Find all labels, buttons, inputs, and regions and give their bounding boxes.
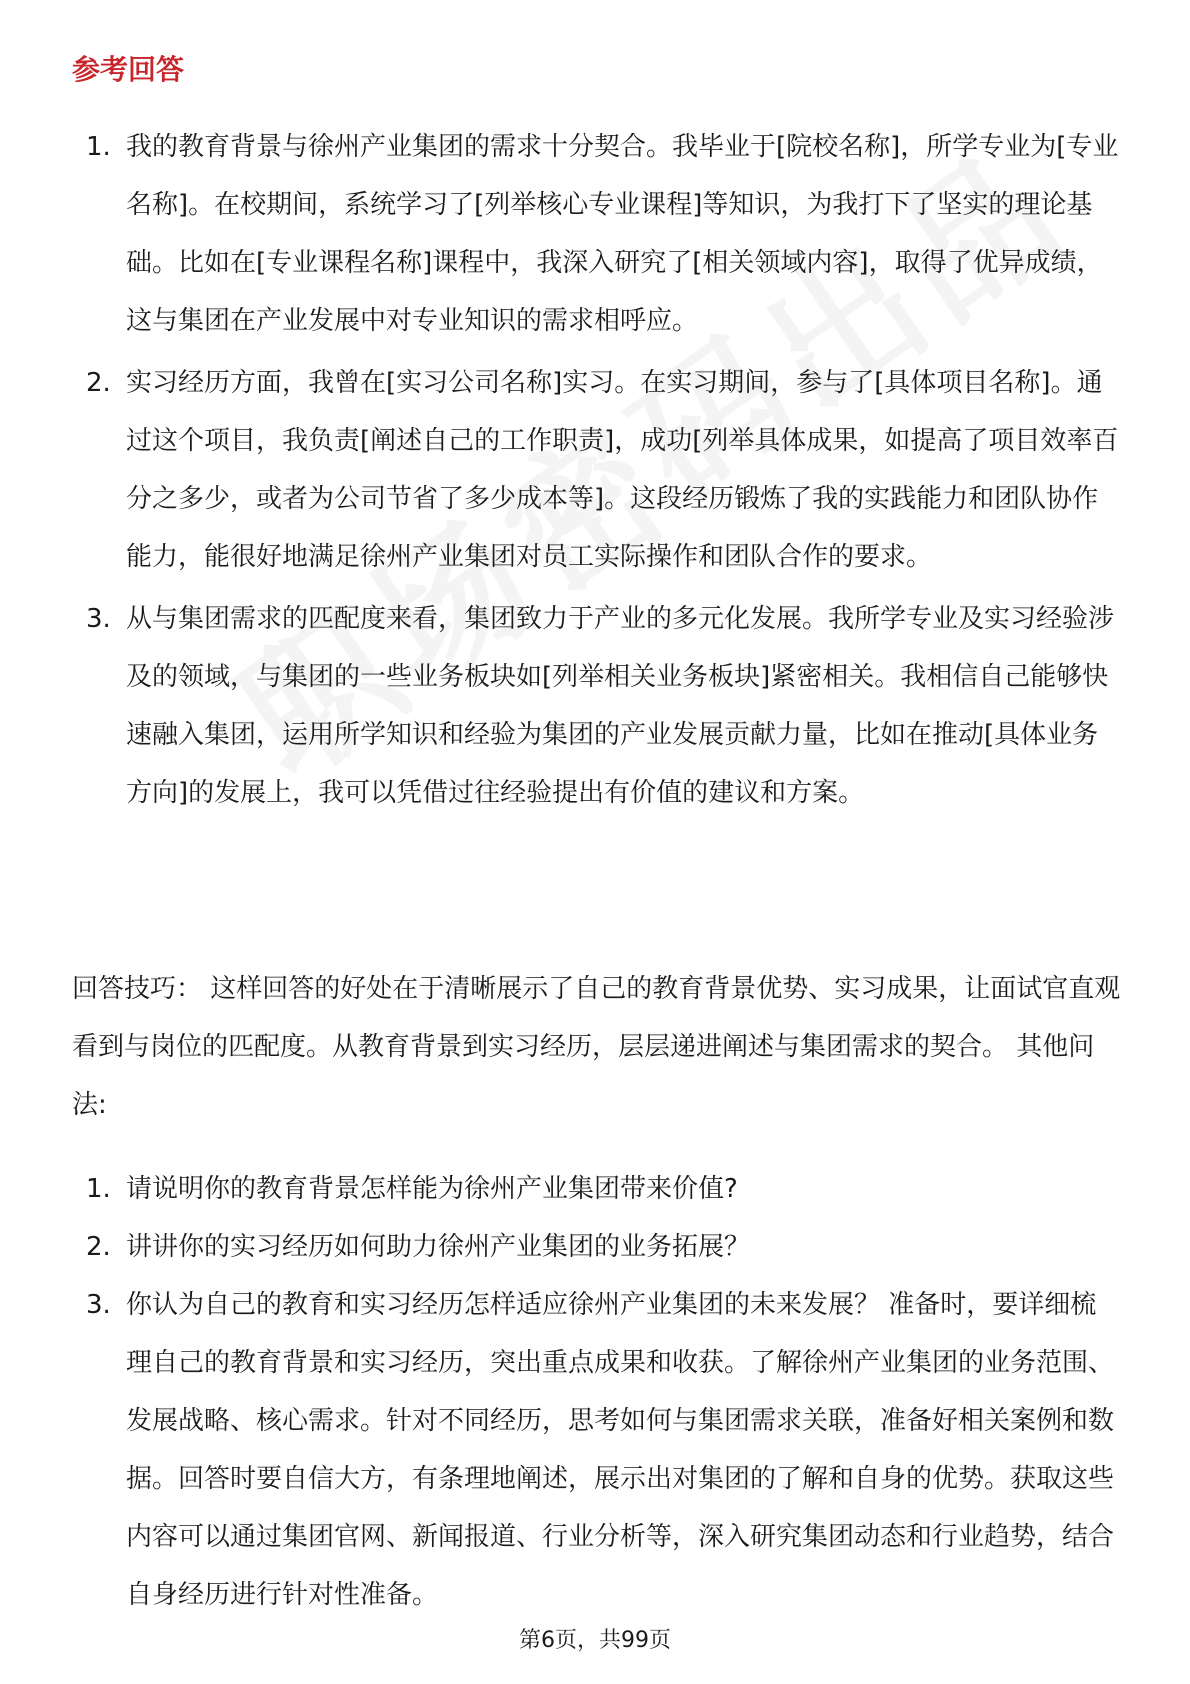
list-item <box>72 1160 1122 1218</box>
list-item-text: 实习经历方面，我曾在[实习公司名称]实习。在实习期间，参与了[具体项目名称]。通过这个项目，我负责[阐述自己的工作职责]，成功[列举具体成果，如提高了项目效率百分之多少，或者为公司节省了多少成本等]。这段经历锻炼了我的实践能力和团队协作能力，能很好地满足徐州产业集团对员工实际操作和团队合作的要求。 <box>126 368 1119 572</box>
section-title: 参考回答 <box>72 53 185 86</box>
list-item <box>72 590 1122 822</box>
list-item-text: 从与集团需求的匹配度来看，集团致力于产业的多元化发展。我所学专业及实习经验涉及的领域，与集团的一些业务板块如[列举相关业务板块]紧密相关。我相信自己能够快速融入集团，运用所学知识和经验为集团的产业发展贡献力量，比如在推动[具体业务方向]的发展上，我可以凭借过往经验提出有价值的建议和方案。 <box>126 604 1115 808</box>
list-item-text: 请说明你的教育背景怎样能为徐州产业集团带来价值? <box>126 1174 738 1204</box>
list-item <box>72 1276 1122 1624</box>
list-item-number: 1. <box>86 1174 111 1204</box>
list-item-number: 2. <box>86 368 111 398</box>
questions-list <box>72 1160 1122 1624</box>
list-item <box>72 1218 1122 1276</box>
list-item <box>72 354 1122 586</box>
list-item-number: 1. <box>86 132 111 162</box>
list-item-number: 2. <box>86 1232 111 1262</box>
tips-paragraph: 回答技巧： 这样回答的好处在于清晰展示了自己的教育背景优势、实习成果，让面试官直观看到与岗位的匹配度。从教育背景到实习经历，层层递进阐述与集团需求的契合。 其他问法: <box>72 974 1121 1120</box>
list-item-text: 你认为自己的教育和实习经历怎样适应徐州产业集团的未来发展？ 准备时，要详细梳理自己的教育背景和实习经历，突出重点成果和收获。了解徐州产业集团的业务范围、发展战略、核心需求。针对不同经历，思考如何与集团需求关联，准备好相关案例和数据。回答时要自信大方，有条理地阐述，展示出对集团的了解和自身的优势。获取这些内容可以通过集团官网、新闻报道、行业分析等，深入研究集团动态和行业趋势，结合自身经历进行针对性准备。 <box>126 1290 1115 1610</box>
list-item <box>72 118 1122 350</box>
answer-list <box>72 118 1122 826</box>
list-item-number: 3. <box>86 604 111 634</box>
list-item-number: 3. <box>86 1290 111 1320</box>
list-item-text: 我的教育背景与徐州产业集团的需求十分契合。我毕业于[院校名称]，所学专业为[专业名称]。在校期间，系统学习了[列举核心专业课程]等知识，为我打下了坚实的理论基础。比如在[专业课程名称]课程中，我深入研究了[相关领域内容]，取得了优异成绩，这与集团在产业发展中对专业知识的需求相呼应。 <box>126 132 1119 336</box>
list-item-text: 讲讲你的实习经历如何助力徐州产业集团的业务拓展？ <box>126 1232 751 1262</box>
page-footer: 第6页，共99页 <box>519 1628 671 1653</box>
